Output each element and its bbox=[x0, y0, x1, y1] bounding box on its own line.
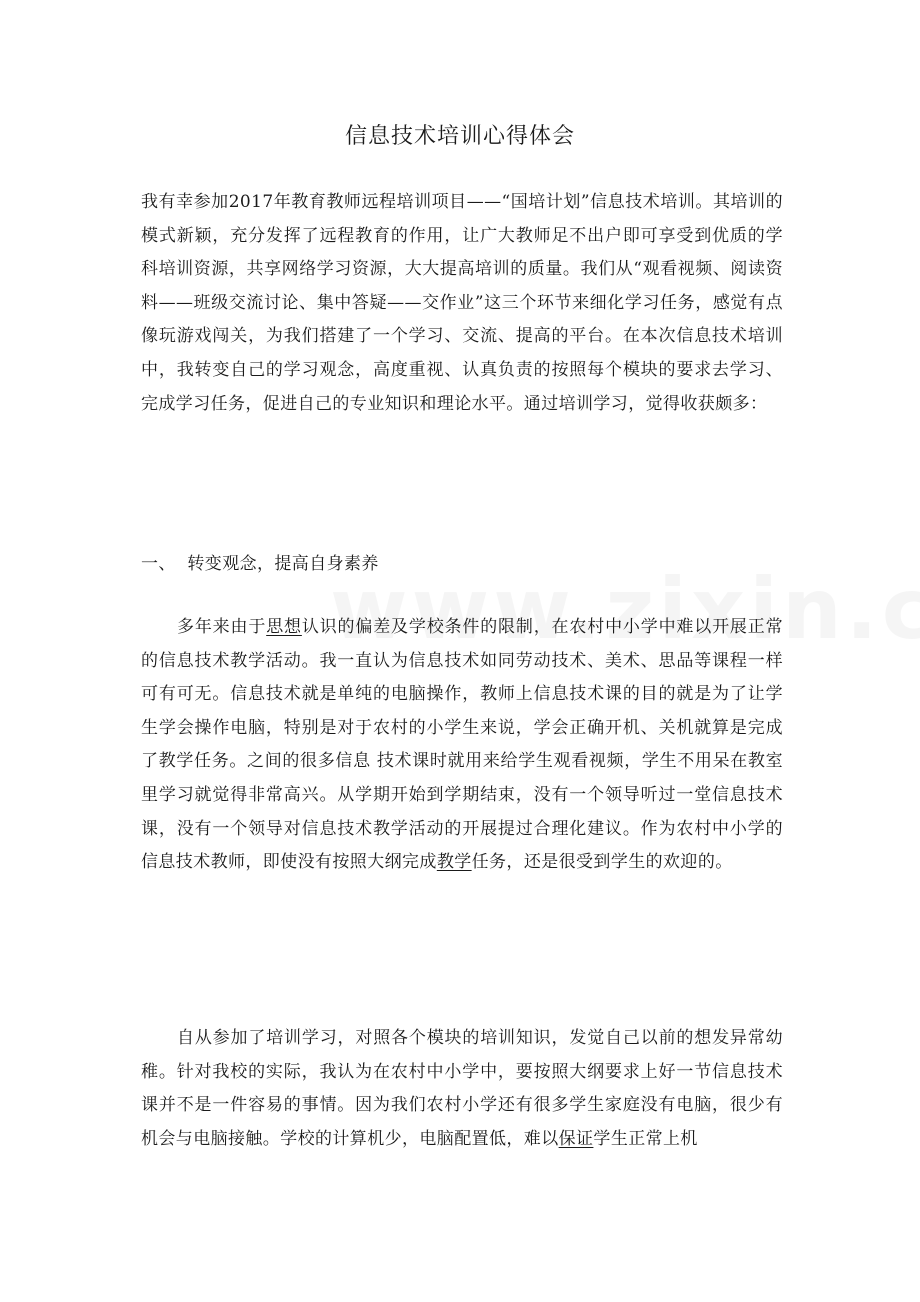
page-title: 信息技术培训心得体会 bbox=[344, 124, 575, 149]
link-jiaoxue[interactable]: 教学 bbox=[436, 852, 472, 873]
intro-paragraph: 我有幸参加2017年教育教师远程培训项目——“国培计划”信息技术培训。其培训的模式新颖，充分发挥了远程教育的作用，让广大教师足不出户即可享受到优质的学科培训资源，共享网络学习资源，大大提高培训的质量。我们从“观看视频、阅读资料——班级交流讨论、集中答疑——交作业”这三个环节来细化学习任务，感觉有点像玩游戏闯关，为我们搭建了一个学习、交流、提高的平台。在本次信息技术培训中，我转变自己的学习观念，高度重视、认真负责的按照每个模块的要求去学习、完成学习任务，促进自己的专业知识和理论水平。通过培训学习，觉得收获颇多： bbox=[141, 192, 783, 414]
section-heading-1: 一、 转变观念，提高自身素养 bbox=[141, 554, 379, 574]
paragraph-3 bbox=[141, 1022, 783, 1156]
link-baozheng[interactable]: 保证 bbox=[558, 1128, 594, 1149]
paragraph-3-text-a: 自从参加了培训学习，对照各个模块的培训知识，发觉自己以前的想发异常幼稚。针对我校的实际，我认为在农村中小学中，要按照大纲要求上好一节信息技术课并不是一件容易的事情。因为我们农村小学还有很多学生家庭没有电脑，很少有机会与电脑接触。学校的计算机少，电脑配置低，难以 bbox=[141, 1028, 783, 1149]
paragraph-2 bbox=[141, 611, 783, 880]
paragraph-3-text-b: 学生正常上机 bbox=[593, 1128, 698, 1149]
paragraph-2-text-a: 多年来由于 bbox=[177, 617, 267, 637]
paragraph-2-text-b: 认识的偏差及学校条件的限制，在农村中小学中难以开展正常的信息技术教学活动。我一直认为信息技术如同劳动技术、美术、思品等课程一样可有可无。信息技术就是单纯的电脑操作，教师上信息技术课的目的就是为了让学生学会操作电脑，特别是对于农村的小学生来说，学会正确开机、关机就算是完成了教学任务。之间的很多信息 技术课时就用来给学生观看视频，学生不用呆在教室里学习就觉得非常高兴。从学期开始到学期结束，没有一个领导听过一堂信息技术课，没有一个领导对信息技术教学活动的开展提过合理化建议。作为农村中小学的信息技术教师，即使没有按照大纲完成 bbox=[141, 617, 783, 873]
link-sixiang[interactable]: 思想 bbox=[266, 617, 302, 637]
paragraph-2-text-c: 任务，还是很受到学生的欢迎的。 bbox=[471, 852, 733, 873]
